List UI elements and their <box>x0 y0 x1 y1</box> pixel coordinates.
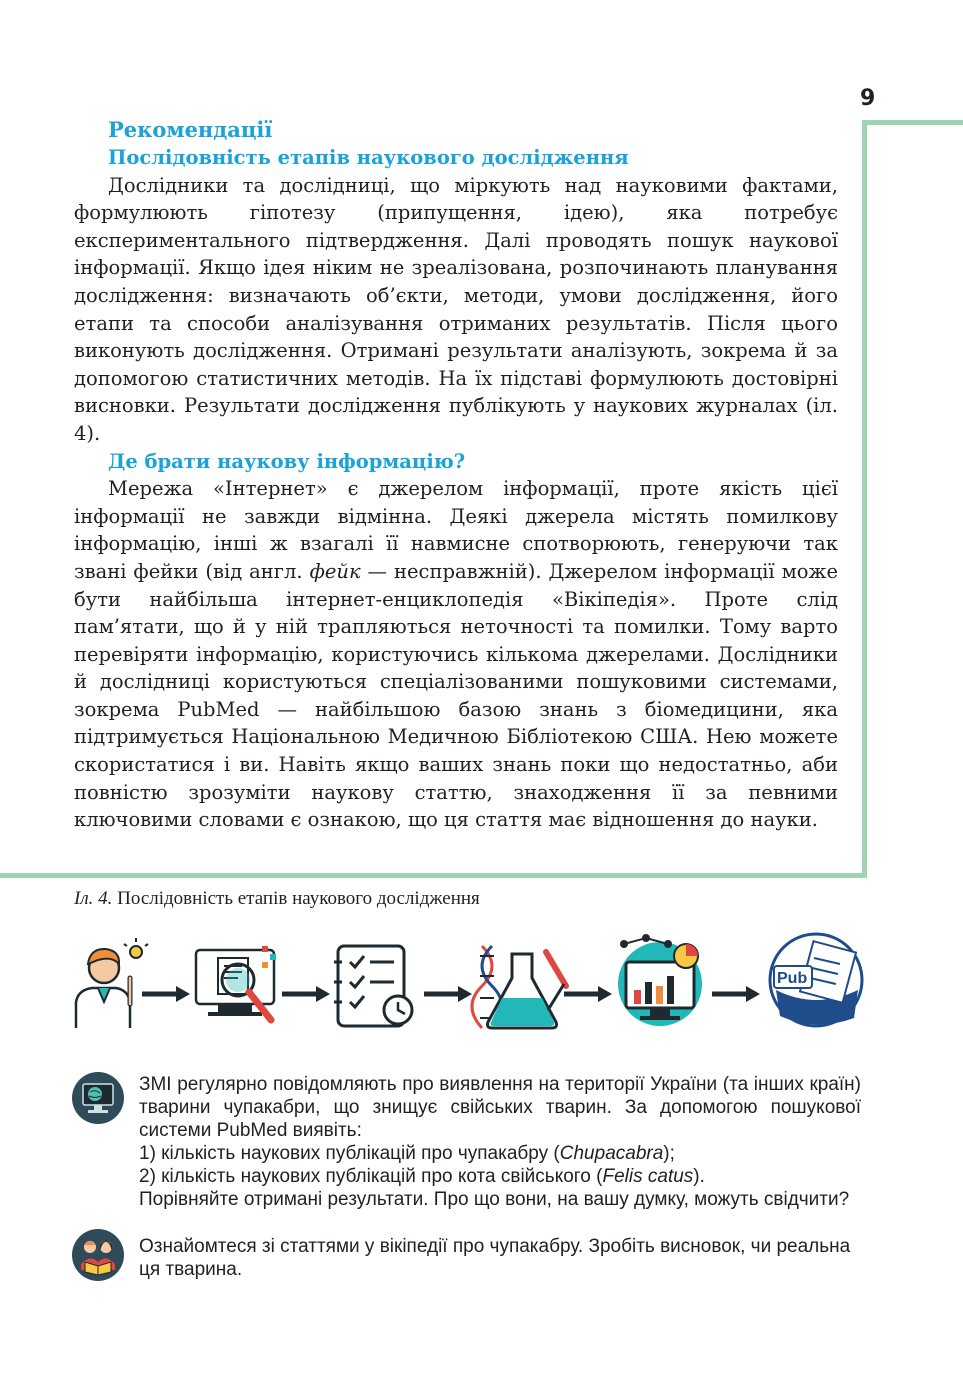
arrow-icon <box>282 986 330 1002</box>
dna-flask-icon <box>472 946 566 1028</box>
figure-label: Іл. 4. <box>74 888 113 909</box>
computer-globe-icon <box>71 1071 125 1125</box>
task-item-text: 2) кількість наукових публікацій про кота свійського ( <box>139 1166 603 1187</box>
task-item-text-end: ); <box>663 1143 675 1164</box>
task-item-2 <box>139 1165 861 1188</box>
recommendations-section <box>74 116 838 834</box>
arrow-icon <box>142 986 190 1002</box>
figure-caption-text: Послідовність етапів наукового дослідження <box>112 888 480 909</box>
task-text: Ознайомтеся зі статтями у вікіпедії про чупакабру. Зробіть висновок, чи реальна ця тварина. <box>139 1236 851 1280</box>
task-wikipedia-reading <box>139 1235 861 1281</box>
task-item-text: 1) кількість наукових публікацій про чупакабру ( <box>139 1143 560 1164</box>
frame-border-right <box>862 120 867 878</box>
paragraph-text: Мережа «Інтернет» є джерелом інформації, проте якість цієї інформації не завжди відмінна. Деякі джерела містять помилкову інформацію, інші ж взагалі її навмисне спотворюють, генеруючи так звані фейки (від англ. <box>74 477 838 583</box>
monitor-chart-icon <box>618 934 702 1026</box>
latin-name: Felis catus <box>602 1166 694 1187</box>
research-stages-paragraph: Дослідники та дослідниці, що міркують над науковими фактами, формулюють гіпотезу (припущення, ідею), яка потребує експериментального підтвердження. Далі проводять пошук наукової інформації. Якщо ідея ніким не зреалізована, розпочинають планування дослідження: визначають об’єкти, методи, умови дослідження, його етапи та способи аналізування отриманих результатів. Після цього виконують дослідження. Отримані результати аналізують, зокрема й за допомогою статистичних методів. На їх підставі формулюють достовірні висновки. Результати дослідження публікують у наукових журналах (іл. 4). <box>74 173 838 445</box>
students-reading-icon <box>71 1228 125 1282</box>
pub-journal-icon <box>770 934 862 1026</box>
emphasis-term: фейк <box>309 559 361 583</box>
checklist-clock-icon <box>334 946 412 1026</box>
person-idea-icon <box>76 938 148 1028</box>
information-sources-paragraph <box>74 475 838 834</box>
frame-border-bottom <box>0 873 867 878</box>
latin-name: Chupacabra <box>559 1143 664 1164</box>
document-search-icon <box>196 946 276 1020</box>
task-pubmed-search <box>139 1073 861 1211</box>
figure-caption <box>74 888 480 910</box>
frame-border-top <box>862 120 963 125</box>
arrow-icon <box>564 986 612 1002</box>
task-conclusion: Порівняйте отримані результати. Про що вони, на вашу думку, можуть свідчити? <box>139 1189 850 1210</box>
page-number: 9 <box>860 86 876 111</box>
paragraph-text-continued: — несправжній). Джерелом інформації може бути найбільша інтернет-енциклопедія «Вікіпедія». Проте слід пам’ятати, що й у ній трапляються неточності та помилки. Тому варто перевіряти інформацію, користуючись кількома джерелами. Дослідники й дослідниці користуються спеціалізованими пошуковими системами, зокрема PubMed — найбільшою базою знань з біомедицини, яка підтримується Національною Медичною Бібліотекою США. Нею можете скористатися і ви. Навіть якщо ваших знань поки що недостатньо, аби повністю зрозуміти наукову статтю, знаходження її за певними ключовими словами є ознакою, що ця стаття має відношення до науки. <box>74 559 838 832</box>
section-subheading: Послідовність етапів наукового дослідження <box>108 146 629 169</box>
task-item-text-end: ). <box>693 1166 705 1187</box>
section-heading: Рекомендації <box>108 117 273 142</box>
task-intro: ЗМІ регулярно повідомляють про виявлення на території України (та інших країн) тварини чупакабри, що знищує свійських тварин. За допомогою пошукової системи PubMed виявіть: <box>139 1074 861 1141</box>
task-item-1 <box>139 1142 861 1165</box>
pub-label: Pub <box>777 970 808 987</box>
arrow-icon <box>424 986 472 1002</box>
section-subheading-info: Де брати наукову інформацію? <box>108 449 466 473</box>
arrow-icon <box>712 986 760 1002</box>
research-steps-illustration <box>68 932 868 1032</box>
